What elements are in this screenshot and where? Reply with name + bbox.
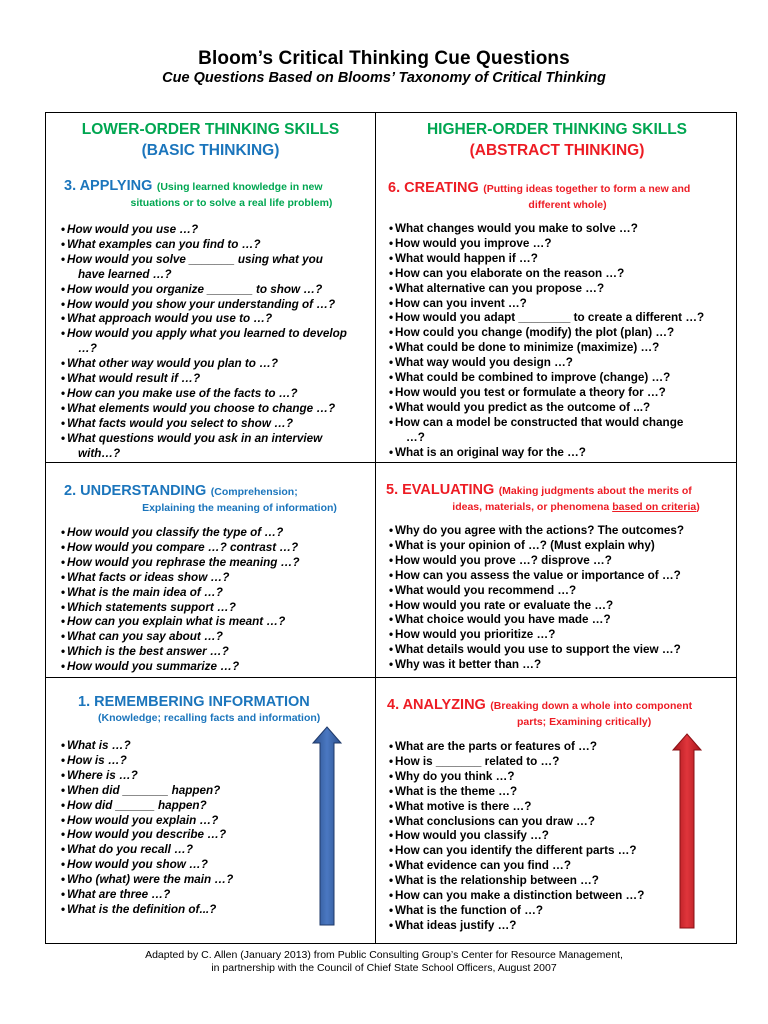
analyzing-desc-1: (Breaking down a whole into component <box>490 700 693 712</box>
bullet-icon: • <box>389 568 394 582</box>
bullet-icon: • <box>61 555 66 569</box>
bullet-icon: • <box>389 613 394 627</box>
understanding-desc-2: Explaining the meaning of information) <box>142 502 337 514</box>
question-text: When did _______ happen? <box>67 783 221 797</box>
bullet-icon: • <box>389 903 394 917</box>
question-text: How would you explain …? <box>67 813 219 827</box>
question-text: How would you rate or evaluate the …? <box>395 598 614 612</box>
bullet-icon: • <box>61 843 66 857</box>
understanding-question <box>56 645 369 660</box>
bullet-icon: • <box>61 312 66 326</box>
bullet-icon: • <box>389 583 394 597</box>
creating-question <box>384 416 733 446</box>
bullet-icon: • <box>61 401 66 415</box>
creating-question <box>384 446 733 461</box>
understanding-title: 2. UNDERSTANDING <box>64 483 207 499</box>
bullet-icon: • <box>61 237 66 251</box>
row-divider-1 <box>46 462 736 463</box>
question-text: What evidence can you find …? <box>395 859 571 873</box>
question-text: How could you change (modify) the plot (plan) …? <box>395 326 675 340</box>
evaluating-question <box>384 643 736 658</box>
bullet-icon: • <box>61 540 66 554</box>
bullet-icon: • <box>61 431 66 445</box>
analyzing-desc-2: parts; Examining critically) <box>517 716 652 728</box>
bullet-icon: • <box>389 553 394 567</box>
creating-desc-2: different whole) <box>528 199 607 211</box>
question-text: How would you prioritize …? <box>395 628 556 642</box>
evaluating-question <box>384 584 736 599</box>
question-text: What are three …? <box>67 888 171 902</box>
bullet-icon: • <box>389 859 394 873</box>
bullet-icon: • <box>61 252 66 266</box>
evaluating-question <box>384 658 736 673</box>
question-text: How would you adapt ________ to create a different …? <box>395 311 705 325</box>
bullet-icon: • <box>61 615 66 629</box>
bullet-icon: • <box>389 538 394 552</box>
question-text: What do you recall …? <box>67 843 193 857</box>
understanding-question <box>56 630 369 645</box>
question-text: How can you identify the different parts …? <box>395 844 637 858</box>
question-text-continued: …? <box>78 342 97 356</box>
understanding-question <box>56 526 369 541</box>
bullet-icon: • <box>61 600 66 614</box>
bullet-icon: • <box>389 814 394 828</box>
lower-order-title: LOWER-ORDER THINKING SKILLS <box>81 121 340 138</box>
evaluating-desc-2-line <box>386 500 736 515</box>
question-text: What ideas justify …? <box>395 918 517 932</box>
question-text: What way would you design …? <box>395 356 573 370</box>
bullet-icon: • <box>61 357 66 371</box>
applying-question <box>56 238 369 253</box>
bullet-icon: • <box>389 385 394 399</box>
applying-question <box>56 417 369 432</box>
bullet-icon: • <box>389 281 394 295</box>
bullet-icon: • <box>61 630 66 644</box>
question-text: Which statements support …? <box>67 600 236 614</box>
question-text: What is the relationship between …? <box>395 874 599 888</box>
question-text: Why do you agree with the actions? The outcomes? <box>395 524 684 537</box>
understanding-question <box>56 586 369 601</box>
bullet-icon: • <box>389 784 394 798</box>
bullet-icon: • <box>389 445 394 459</box>
creating-question <box>384 282 733 297</box>
bullet-icon: • <box>61 753 66 767</box>
creating-question <box>384 401 733 416</box>
creating-questions <box>384 222 733 461</box>
understanding-question <box>56 571 369 586</box>
bullet-icon: • <box>389 222 394 235</box>
understanding-section <box>61 482 369 675</box>
question-text: How would you solve _______ using what you <box>67 252 323 266</box>
question-text-continued: …? <box>406 430 425 444</box>
applying-question <box>56 387 369 402</box>
question-text: What elements would you choose to change …? <box>67 401 336 415</box>
question-text: What is the main idea of …? <box>67 585 223 599</box>
blue-up-arrow-icon <box>312 726 342 926</box>
question-text: How can you invent …? <box>395 296 527 310</box>
creating-question <box>384 297 733 312</box>
evaluating-desc-close: ) <box>696 501 700 513</box>
row-divider-2 <box>46 677 736 678</box>
question-text: Why was it better than …? <box>395 658 542 672</box>
evaluating-question <box>384 539 736 554</box>
question-text: How would you show …? <box>67 858 208 872</box>
bullet-icon: • <box>389 658 394 672</box>
creating-question <box>384 252 733 267</box>
question-text: How would you prove …? disprove …? <box>395 553 612 567</box>
question-text: What would you recommend …? <box>395 583 577 597</box>
taxonomy-grid <box>45 112 737 944</box>
analyzing-title: 4. ANALYZING <box>387 697 486 713</box>
lower-order-subtitle: (BASIC THINKING) <box>141 142 280 159</box>
applying-question <box>56 327 369 357</box>
evaluating-question <box>384 524 736 539</box>
question-text: How can you explain what is meant …? <box>67 615 286 629</box>
evaluating-question <box>384 554 736 569</box>
question-text: What conclusions can you draw …? <box>395 814 596 828</box>
applying-desc-2: situations or to solve a real life problem) <box>130 197 333 209</box>
question-text: How would you classify the type of …? <box>67 526 284 539</box>
bullet-icon: • <box>389 266 394 280</box>
question-text: What is the definition of...? <box>67 902 217 916</box>
question-text: What questions would you ask in an interview <box>67 431 323 445</box>
applying-section <box>61 177 369 462</box>
question-text: How would you compare …? contrast …? <box>67 540 299 554</box>
question-text: How can you make a distinction between …? <box>395 889 645 903</box>
question-text: How would you show your understanding of …? <box>67 297 336 311</box>
question-text: How would you improve …? <box>395 236 552 250</box>
bullet-icon: • <box>389 628 394 642</box>
question-text: How would you test or formulate a theory for …? <box>395 385 666 399</box>
creating-question <box>384 267 733 282</box>
bullet-icon: • <box>61 416 66 430</box>
bullet-icon: • <box>389 769 394 783</box>
evaluating-title: 5. EVALUATING <box>386 482 495 498</box>
bullet-icon: • <box>389 251 394 265</box>
bullet-icon: • <box>61 768 66 782</box>
understanding-question <box>56 541 369 556</box>
applying-question <box>56 298 369 313</box>
question-text: How can you elaborate on the reason …? <box>395 266 625 280</box>
question-text: Who (what) were the main …? <box>67 873 234 887</box>
understanding-question <box>56 615 369 630</box>
question-text: What is your opinion of …? (Must explain why) <box>395 538 655 552</box>
evaluating-question <box>384 569 736 584</box>
higher-order-header <box>376 119 738 161</box>
bullet-icon: • <box>61 282 66 296</box>
bullet-icon: • <box>389 296 394 310</box>
question-text: What would you predict as the outcome of ...? <box>395 400 651 414</box>
column-divider <box>375 113 376 943</box>
lower-order-header <box>46 119 375 161</box>
applying-question <box>56 432 369 462</box>
bullet-icon: • <box>389 415 394 429</box>
understanding-question <box>56 660 369 675</box>
question-text: What are the parts or features of …? <box>395 740 597 753</box>
evaluating-question <box>384 628 736 643</box>
evaluating-question <box>384 599 736 614</box>
bullet-icon: • <box>389 874 394 888</box>
bullet-icon: • <box>61 526 66 539</box>
creating-section <box>388 179 733 461</box>
applying-desc-1: (Using learned knowledge in new <box>156 181 323 193</box>
bullet-icon: • <box>61 888 66 902</box>
question-text: How would you use …? <box>67 223 199 236</box>
bullet-icon: • <box>61 902 66 916</box>
bullet-icon: • <box>389 889 394 903</box>
bullet-icon: • <box>389 918 394 932</box>
question-text: What examples can you find to …? <box>67 237 261 251</box>
bullet-icon: • <box>389 341 394 355</box>
creating-question <box>384 311 733 326</box>
question-text: What approach would you use to …? <box>67 312 273 326</box>
bullet-icon: • <box>389 643 394 657</box>
creating-question <box>384 356 733 371</box>
bullet-icon: • <box>389 356 394 370</box>
bullet-icon: • <box>61 739 66 752</box>
understanding-desc-1: (Comprehension; <box>210 486 298 498</box>
bullet-icon: • <box>61 858 66 872</box>
bullet-icon: • <box>389 598 394 612</box>
bullet-icon: • <box>389 326 394 340</box>
question-text: How would you summarize …? <box>67 660 240 674</box>
question-text: How would you rephrase the meaning …? <box>67 555 300 569</box>
creating-question <box>384 341 733 356</box>
creating-question <box>384 326 733 341</box>
bullet-icon: • <box>389 236 394 250</box>
question-text: What other way would you plan to …? <box>67 357 279 371</box>
question-text: How would you apply what you learned to develop <box>67 327 347 341</box>
bullet-icon: • <box>61 828 66 842</box>
creating-title: 6. CREATING <box>388 180 479 196</box>
creating-question <box>384 237 733 252</box>
question-text: How did ______ happen? <box>67 798 207 812</box>
applying-question <box>56 253 369 283</box>
applying-question <box>56 312 369 327</box>
bullet-icon: • <box>389 799 394 813</box>
question-text: Which is the best answer …? <box>67 645 229 659</box>
question-text: What facts would you select to show …? <box>67 416 293 430</box>
applying-question <box>56 372 369 387</box>
bullet-icon: • <box>389 844 394 858</box>
bullet-icon: • <box>61 783 66 797</box>
footer-line-1: Adapted by C. Allen (January 2013) from Public Consulting Group’s Center for Resource Management, <box>145 949 623 961</box>
bullet-icon: • <box>61 327 66 341</box>
page-title: Bloom’s Critical Thinking Cue Questions <box>198 48 570 69</box>
creating-question <box>384 222 733 237</box>
question-text: What could be combined to improve (change) …? <box>395 371 671 385</box>
bullet-icon: • <box>61 645 66 659</box>
evaluating-questions <box>384 524 736 673</box>
applying-question <box>56 402 369 417</box>
creating-desc-1: (Putting ideas together to form a new and <box>483 183 691 195</box>
question-text: What is the function of …? <box>395 903 544 917</box>
understanding-questions <box>56 526 369 675</box>
question-text: What changes would you make to solve …? <box>395 222 638 235</box>
question-text: How would you classify …? <box>395 829 549 843</box>
question-text: Why do you think …? <box>395 769 515 783</box>
question-text: What choice would you have made …? <box>395 613 611 627</box>
question-text: What motive is there …? <box>395 799 532 813</box>
bullet-icon: • <box>389 371 394 385</box>
bullet-icon: • <box>389 524 394 537</box>
question-text: Where is …? <box>67 768 138 782</box>
bullet-icon: • <box>61 386 66 400</box>
bullet-icon: • <box>389 754 394 768</box>
bullet-icon: • <box>389 740 394 753</box>
applying-questions <box>56 223 369 462</box>
evaluating-section <box>386 481 736 673</box>
question-text: What can you say about …? <box>67 630 223 644</box>
question-text: What facts or ideas show …? <box>67 570 230 584</box>
question-text: What could be done to minimize (maximize) …? <box>395 341 660 355</box>
bullet-icon: • <box>61 813 66 827</box>
bullet-icon: • <box>61 873 66 887</box>
evaluating-desc-1: (Making judgments about the merits of <box>498 485 692 497</box>
question-text-continued: have learned …? <box>78 267 172 281</box>
bullet-icon: • <box>61 570 66 584</box>
bullet-icon: • <box>61 297 66 311</box>
bullet-icon: • <box>61 798 66 812</box>
understanding-question <box>56 601 369 616</box>
question-text: What would happen if …? <box>395 251 538 265</box>
evaluating-question <box>384 613 736 628</box>
applying-question <box>56 357 369 372</box>
question-text: How would you describe …? <box>67 828 227 842</box>
bullet-icon: • <box>61 223 66 236</box>
red-up-arrow-icon <box>672 733 702 929</box>
evaluating-desc-criteria: based on criteria <box>612 501 697 513</box>
creating-question <box>384 371 733 386</box>
question-text: How can you assess the value or importance of …? <box>395 568 681 582</box>
bullet-icon: • <box>61 585 66 599</box>
question-text: What is the theme …? <box>395 784 518 798</box>
question-text: What would result if …? <box>67 372 201 386</box>
applying-question <box>56 223 369 238</box>
higher-order-title: HIGHER-ORDER THINKING SKILLS <box>426 121 688 138</box>
bullet-icon: • <box>389 829 394 843</box>
footer-line-2: in partnership with the Council of Chief State School Officers, August 2007 <box>211 962 557 974</box>
question-text: How is _______ related to …? <box>395 754 560 768</box>
understanding-question <box>56 556 369 571</box>
remembering-desc: (Knowledge; recalling facts and information) <box>98 712 321 724</box>
bullet-icon: • <box>61 372 66 386</box>
question-text: What alternative can you propose …? <box>395 281 605 295</box>
bullet-icon: • <box>389 311 394 325</box>
question-text-continued: with…? <box>78 446 121 460</box>
applying-question <box>56 283 369 298</box>
applying-title: 3. APPLYING <box>64 178 153 194</box>
creating-question <box>384 386 733 401</box>
question-text: How would you organize _______ to show …? <box>67 282 323 296</box>
question-text: What details would you use to support the view …? <box>395 643 681 657</box>
question-text: What is an original way for the …? <box>395 445 586 459</box>
higher-order-subtitle: (ABSTRACT THINKING) <box>469 142 645 159</box>
question-text: How can a model be constructed that would change <box>395 415 684 429</box>
evaluating-desc-2: ideas, materials, or phenomena <box>452 501 610 513</box>
page-subtitle: Cue Questions Based on Blooms’ Taxonomy of Critical Thinking <box>162 70 606 86</box>
bullet-icon: • <box>389 400 394 414</box>
bullet-icon: • <box>61 660 66 674</box>
remembering-title: 1. REMEMBERING INFORMATION <box>78 694 310 710</box>
question-text: What is …? <box>67 739 131 752</box>
question-text: How can you make use of the facts to …? <box>67 386 298 400</box>
question-text: How is …? <box>67 753 127 767</box>
